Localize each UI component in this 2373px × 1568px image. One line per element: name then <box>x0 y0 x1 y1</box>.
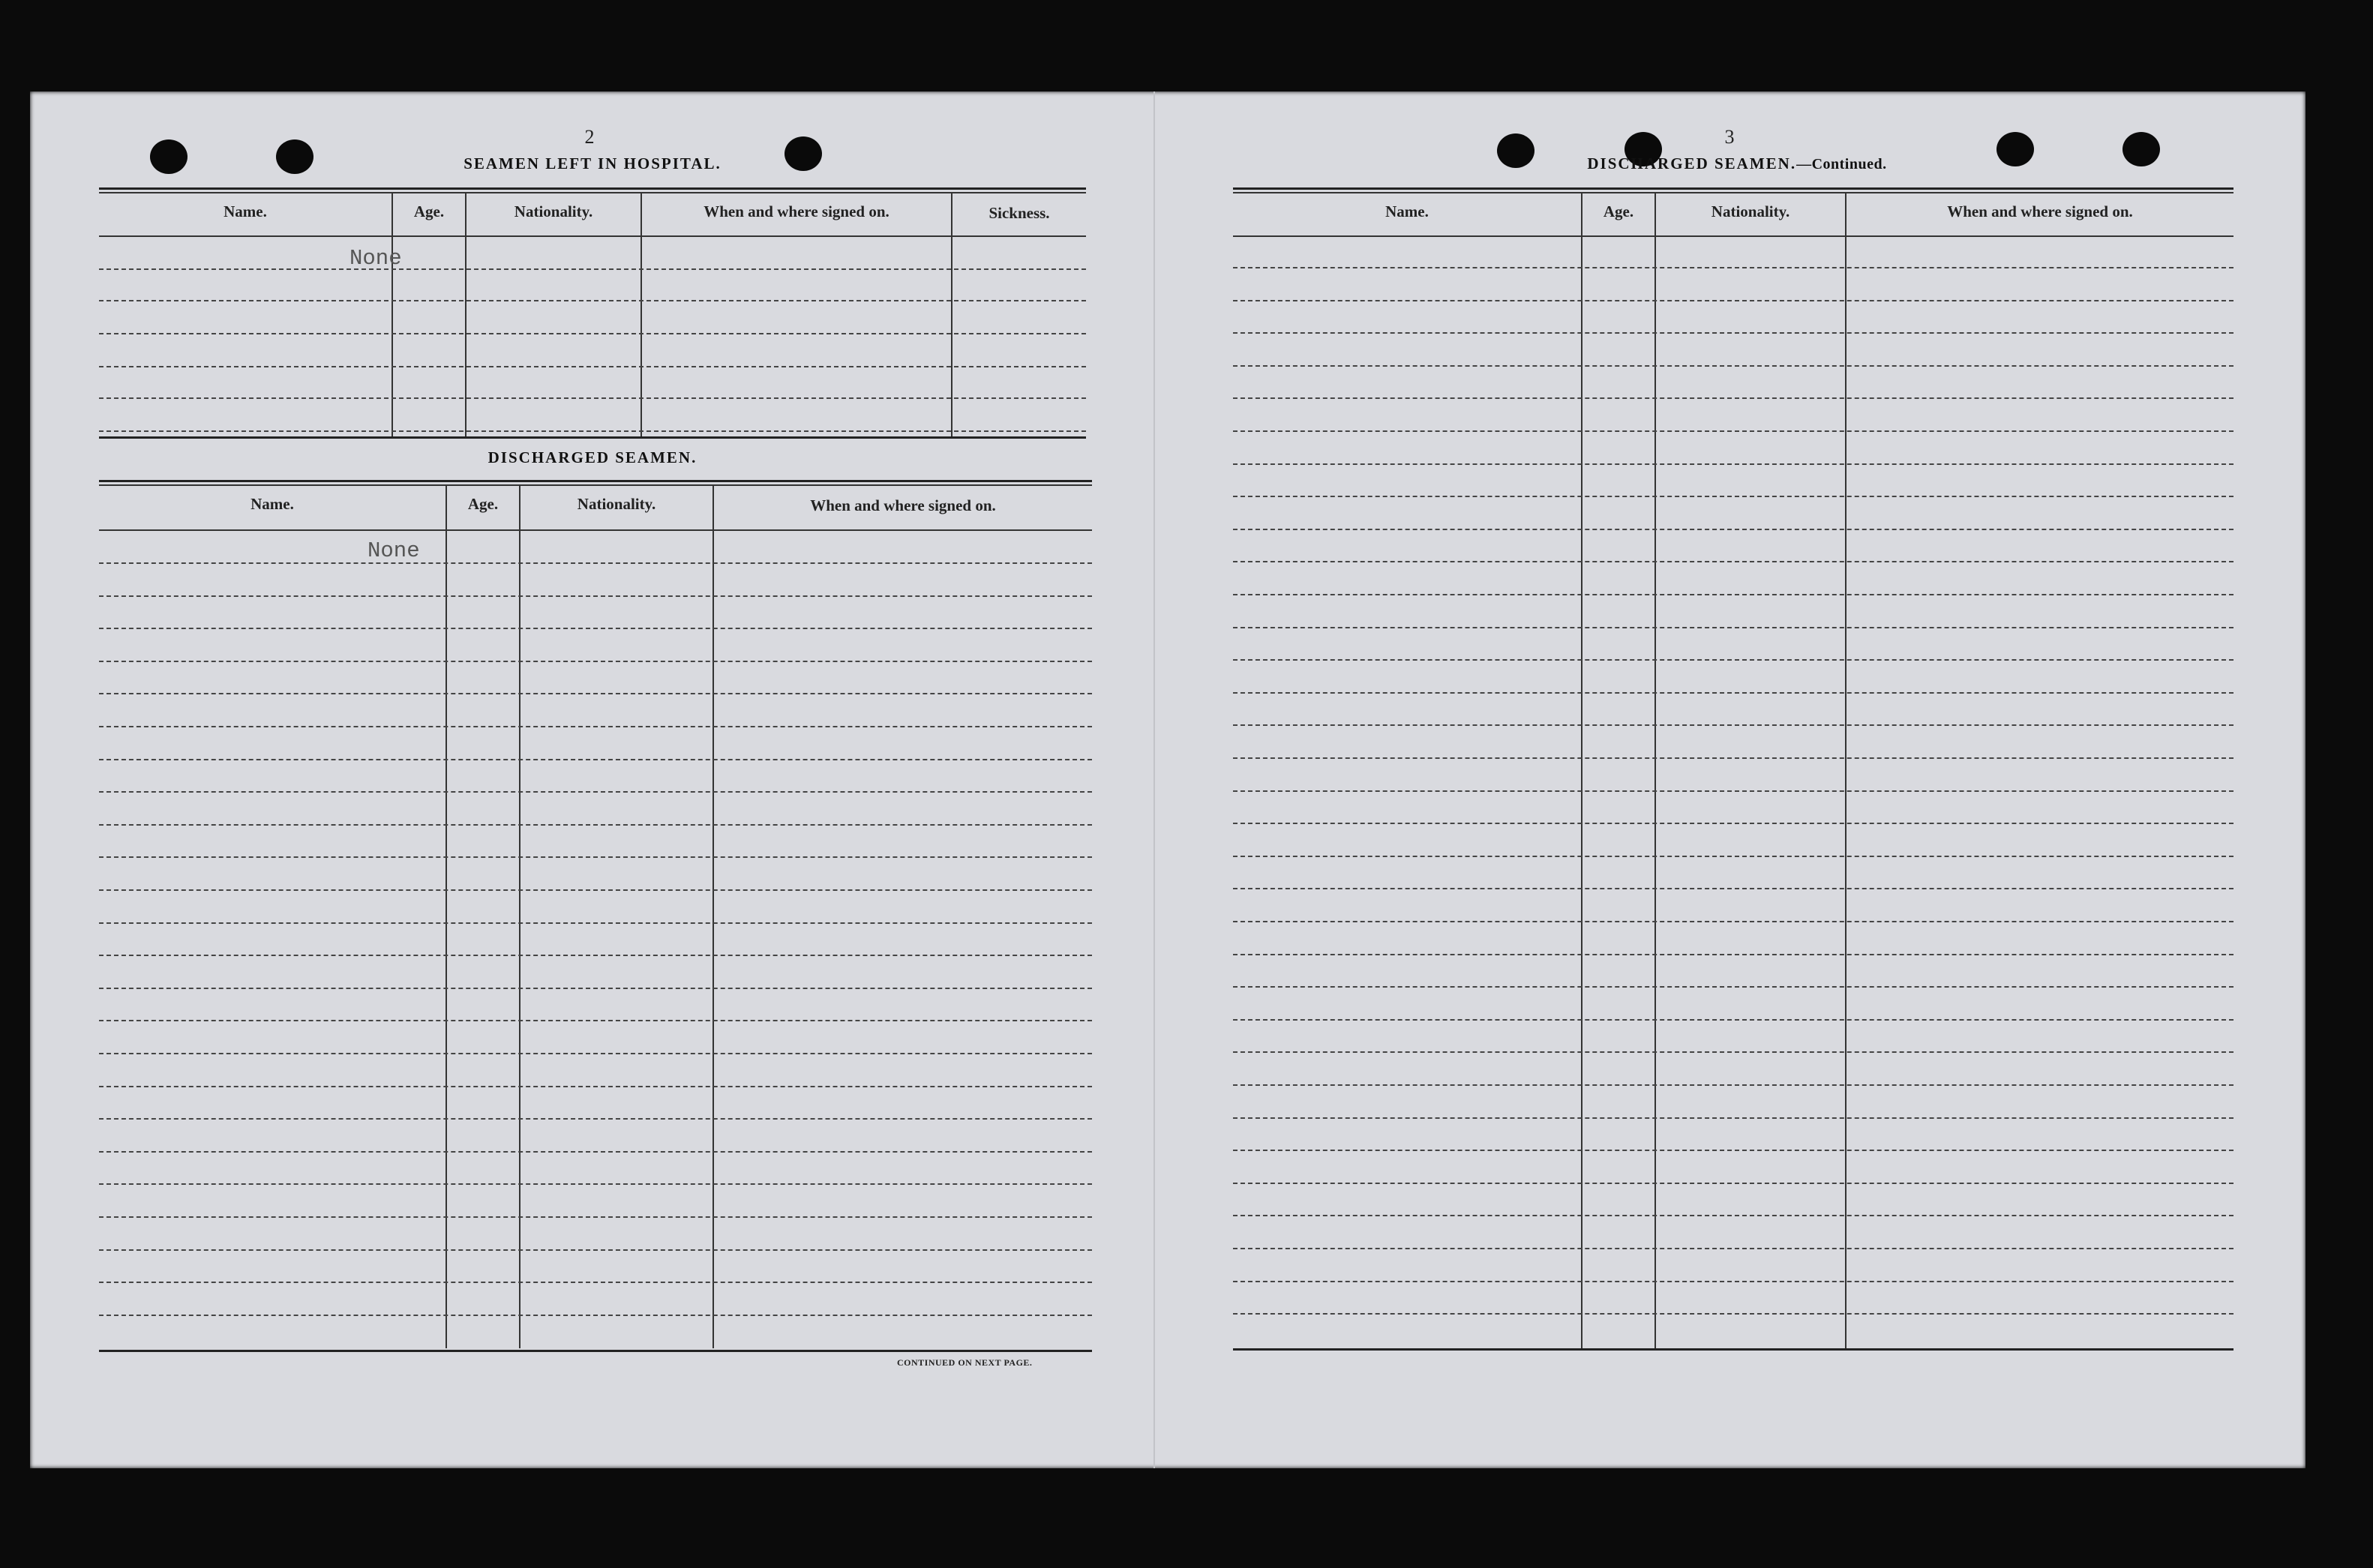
row-line <box>99 693 1092 694</box>
row-line <box>99 889 1092 891</box>
row-line <box>1233 692 2234 694</box>
row-line <box>99 1020 1092 1021</box>
row-line <box>1233 1117 2234 1119</box>
row-line <box>99 824 1092 826</box>
row-line <box>99 759 1092 760</box>
row-line <box>1233 594 2234 595</box>
row-line <box>1233 332 2234 334</box>
row-line <box>1233 921 2234 922</box>
section-title-discharged: DISCHARGED SEAMEN. <box>488 448 698 466</box>
row-line <box>1233 1051 2234 1053</box>
table-bottom-rule <box>1233 1348 2234 1351</box>
column-header-age: Age. <box>413 202 445 220</box>
discharged-continued-table <box>1233 187 2234 1357</box>
row-line <box>99 955 1092 956</box>
column-header-signed-on: When and where signed on. <box>1947 202 2133 220</box>
section-title-discharged-continued <box>1527 154 1947 173</box>
row-line <box>1233 1248 2234 1249</box>
row-line <box>1233 1281 2234 1282</box>
row-line <box>99 1216 1092 1218</box>
row-line <box>1233 1313 2234 1315</box>
row-line <box>1233 627 2234 628</box>
table-bottom-rule <box>99 436 1086 439</box>
row-line <box>99 268 1086 270</box>
row-line <box>99 1282 1092 1283</box>
row-line <box>1233 1019 2234 1021</box>
row-line <box>1233 954 2234 955</box>
continued-note: CONTINUED ON NEXT PAGE. <box>897 1357 1033 1368</box>
row-line <box>99 1249 1092 1251</box>
row-line <box>99 1118 1092 1120</box>
row-line <box>1233 1150 2234 1151</box>
row-line <box>99 366 1086 367</box>
row-line <box>99 856 1092 858</box>
column-header-signed-on: When and where signed on. <box>704 202 890 220</box>
row-lines <box>1233 187 2234 1357</box>
row-line <box>99 791 1092 793</box>
column-header-age: Age. <box>467 495 499 513</box>
row-line <box>1233 757 2234 759</box>
row-line <box>1233 561 2234 562</box>
row-line <box>99 333 1086 334</box>
row-line <box>99 397 1086 399</box>
row-line <box>1233 529 2234 530</box>
hospital-table <box>99 187 1086 439</box>
table-bottom-rule <box>99 1350 1092 1352</box>
row-line <box>1233 888 2234 889</box>
row-line <box>1233 463 2234 465</box>
row-line <box>1233 496 2234 497</box>
column-header-name: Name. <box>1385 202 1429 220</box>
punch-hole <box>2122 132 2160 166</box>
row-line <box>1233 986 2234 988</box>
row-line <box>1233 397 2234 399</box>
row-line <box>99 562 1092 564</box>
discharged-table <box>99 480 1092 1357</box>
column-header-age: Age. <box>1603 202 1634 220</box>
row-line <box>99 300 1086 301</box>
column-header-nationality: Nationality. <box>1711 202 1790 220</box>
column-header-nationality: Nationality. <box>577 495 656 513</box>
header-underline <box>99 235 1086 237</box>
row-line <box>99 726 1092 727</box>
row-line <box>1233 724 2234 726</box>
section-title-hospital: SEAMEN LEFT IN HOSPITAL. <box>464 154 722 172</box>
table-top-rule <box>99 192 1086 193</box>
row-line <box>99 595 1092 597</box>
row-line <box>1233 659 2234 661</box>
column-divider <box>640 192 642 436</box>
title-main: DISCHARGED SEAMEN. <box>1587 154 1797 172</box>
hospital-entry-none: None <box>350 246 402 271</box>
column-header-name: Name. <box>224 202 267 220</box>
row-line <box>99 1086 1092 1087</box>
page-number: 2 <box>584 126 595 148</box>
column-divider <box>392 192 393 436</box>
page-number: 3 <box>1724 126 1735 148</box>
column-header-nationality: Nationality. <box>514 202 593 220</box>
row-line <box>99 628 1092 629</box>
row-lines <box>99 480 1092 1357</box>
row-line <box>1233 267 2234 268</box>
row-line <box>99 1151 1092 1153</box>
row-line <box>99 430 1086 432</box>
row-line <box>1233 823 2234 824</box>
row-line <box>1233 1084 2234 1086</box>
column-header-name: Name. <box>250 495 294 513</box>
row-line <box>99 661 1092 662</box>
row-line <box>99 988 1092 989</box>
row-line <box>1233 790 2234 792</box>
page-fold <box>1154 91 1155 1468</box>
row-line <box>1233 1215 2234 1216</box>
row-line <box>1233 856 2234 857</box>
row-line <box>99 922 1092 924</box>
row-line <box>1233 1183 2234 1184</box>
row-line <box>1233 365 2234 367</box>
row-line <box>99 1053 1092 1054</box>
column-header-signed-on: When and where signed on. <box>810 496 996 514</box>
title-suffix: —Continued. <box>1796 156 1887 172</box>
punch-hole <box>150 139 188 174</box>
row-line <box>99 1183 1092 1185</box>
punch-hole <box>276 139 314 174</box>
punch-hole <box>784 136 822 171</box>
row-line <box>99 1315 1092 1316</box>
discharged-entry-none: None <box>368 538 420 563</box>
row-line <box>1233 300 2234 301</box>
column-divider <box>465 192 466 436</box>
punch-hole <box>1996 132 2034 166</box>
row-line <box>1233 430 2234 432</box>
column-header-sickness: Sickness. <box>988 204 1050 222</box>
column-divider <box>951 192 952 436</box>
